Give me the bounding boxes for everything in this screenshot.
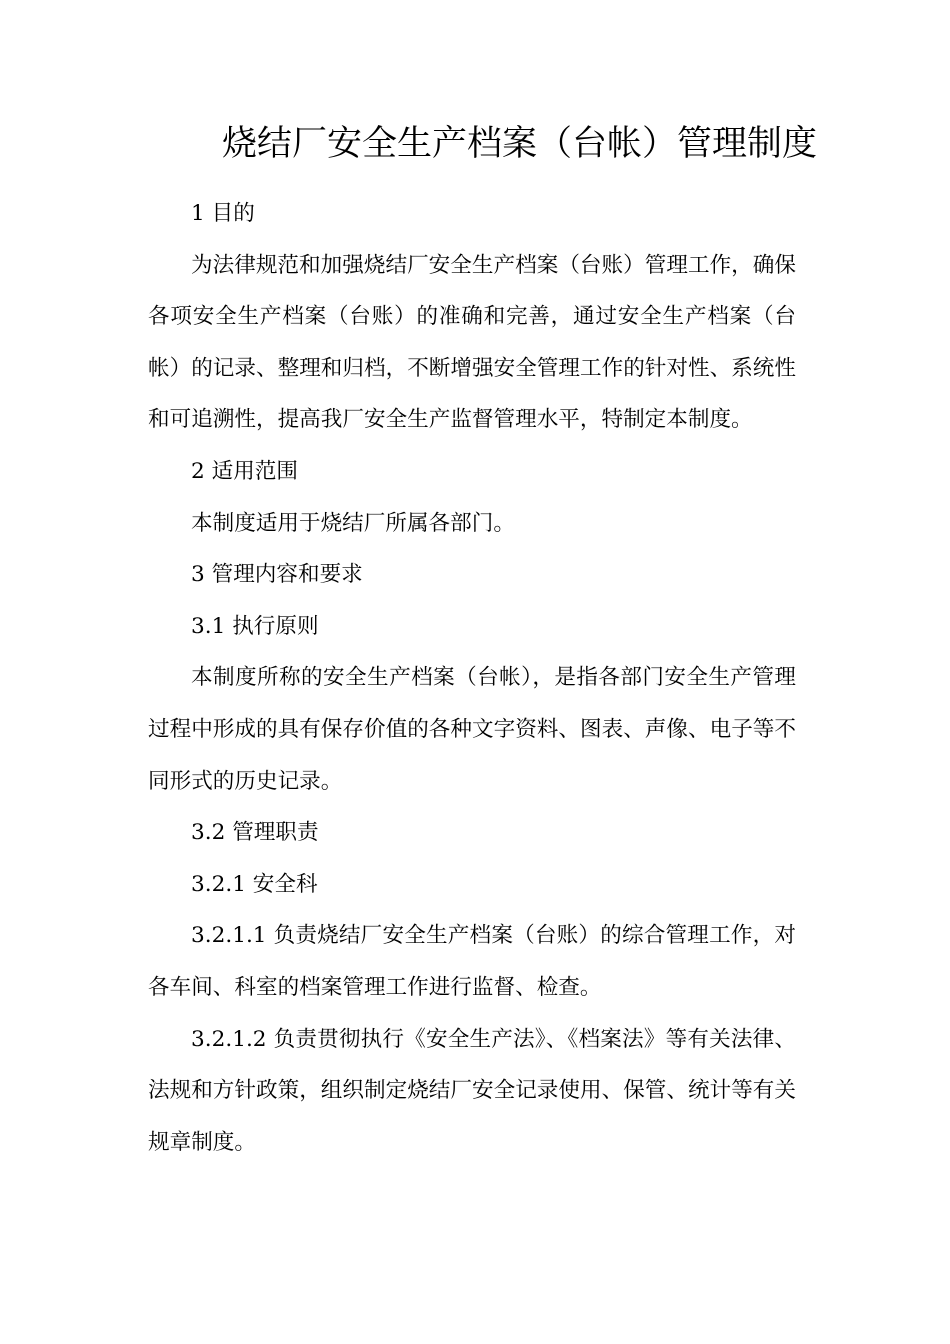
paragraph-principles: 本制度所称的安全生产档案（台帐），是指各部门安全生产管理过程中形成的具有保存价值的各种文字资料、图表、声像、电子等不同形式的历史记录。 xyxy=(148,665,796,794)
section-heading-purpose: 1 目的 xyxy=(191,201,255,226)
paragraph-purpose: 为法律规范和加强烧结厂安全生产档案（台账）管理工作，确保各项安全生产档案（台账）的准确和完善，通过安全生产档案（台帐）的记录、整理和归档，不断增强安全管理工作的针对性、系统性和可追溯性，提高我厂安全生产监督管理水平，特制定本制度。 xyxy=(148,252,796,433)
document-title: 烧结厂安全生产档案（台帐）管理制度 xyxy=(222,124,818,164)
section-heading-management: 3 管理内容和要求 xyxy=(191,562,363,588)
subsection-heading-responsibilities: 3.2 管理职责 xyxy=(191,820,319,846)
paragraph-scope: 本制度适用于烧结厂所属各部门。 xyxy=(191,510,515,536)
section-heading-scope: 2 适用范围 xyxy=(191,458,298,484)
subsection-heading-principles: 3.1 执行原则 xyxy=(191,613,319,639)
paragraph-item-3-2-1-1: 3.2.1.1 负责烧结厂安全生产档案（台账）的综合管理工作，对各车间、科室的档案管理工作进行监督、检查。 xyxy=(148,923,796,1000)
paragraph-item-3-2-1-2: 3.2.1.2 负责贯彻执行《安全生产法》、《档案法》等有关法律、法规和方针政策，组织制定烧结厂安全记录使用、保管、统计等有关规章制度。 xyxy=(148,1026,796,1155)
document-body xyxy=(148,188,796,1168)
subsection-heading-safety-dept: 3.2.1 安全科 xyxy=(191,871,318,897)
